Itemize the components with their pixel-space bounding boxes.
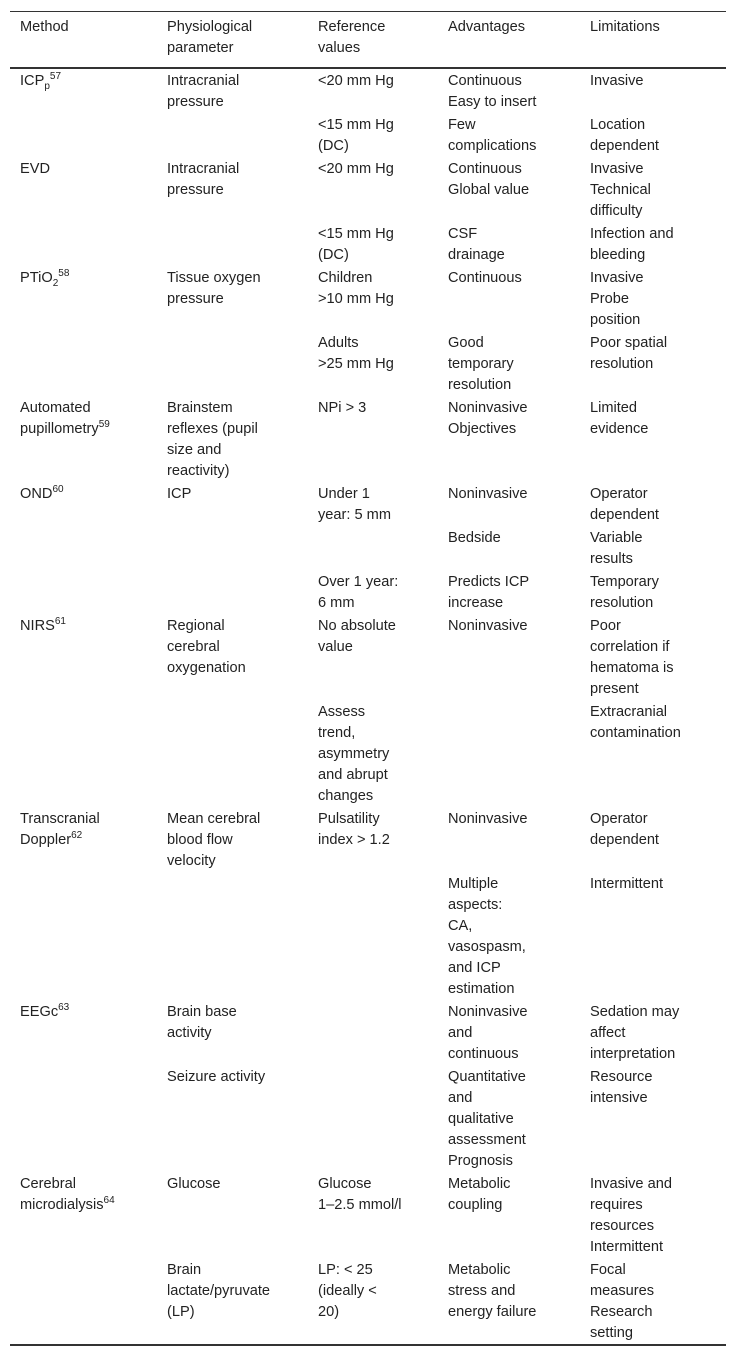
adv-line: Continuous [448, 73, 522, 89]
lim-line: Focal [590, 1262, 626, 1278]
header-reference-values [308, 12, 438, 69]
cell-reference-values [308, 614, 438, 700]
header-method: Method [20, 19, 69, 35]
lim-line: Poor spatial [590, 335, 668, 351]
cell-advantages [438, 570, 580, 614]
cell-limitations [580, 222, 726, 266]
ref-line: Assess [318, 704, 366, 720]
param-line: pressure [167, 182, 224, 198]
cell-limitations [580, 1065, 726, 1172]
method-line: EEGc$^{63}$ [20, 1002, 70, 1020]
cell-method [10, 482, 157, 526]
ref-line: asymmetry [318, 746, 390, 762]
reference-number: 57 [49, 71, 62, 83]
cell-advantages [438, 807, 580, 872]
method-line: Automated [20, 400, 91, 416]
lim-line: Invasive [590, 270, 644, 286]
cell-limitations [580, 872, 726, 1000]
lim-line: Research [590, 1304, 653, 1320]
adv-line: assessment [448, 1132, 526, 1148]
cell-limitations [580, 331, 726, 396]
param-line: ICP [167, 486, 192, 502]
method-line: pupillometry$^{59}$ [20, 419, 110, 437]
ref-line: and abrupt [318, 767, 388, 783]
cell-physiological-parameter [157, 157, 308, 222]
cell-advantages [438, 482, 580, 526]
method-line: Cerebral [20, 1176, 76, 1192]
adv-line: qualitative [448, 1111, 514, 1127]
table-row [10, 872, 726, 1000]
lim-line: dependent [590, 507, 659, 523]
lim-line: contamination [590, 725, 681, 741]
adv-line: vasospasm, [448, 939, 526, 955]
cell-reference-values [308, 1000, 438, 1065]
table-row [10, 1065, 726, 1172]
param-line: (LP) [167, 1304, 195, 1320]
reference-number: 59 [98, 419, 110, 431]
lim-line: Invasive [590, 161, 644, 177]
cell-limitations [580, 396, 726, 482]
cell-limitations [580, 68, 726, 113]
lim-line: Intermittent [590, 1239, 663, 1255]
cell-limitations [580, 1172, 726, 1258]
cell-method [10, 1000, 157, 1065]
header-ref-line: values [318, 40, 361, 56]
method-line: $ICP_p^{57}$ [20, 71, 62, 92]
param-line: Brain [167, 1262, 202, 1278]
lim-line: dependent [590, 832, 659, 848]
lim-line: Extracranial [590, 704, 668, 720]
lim-line: affect [590, 1025, 626, 1041]
param-line: Intracranial [167, 73, 240, 89]
adv-line: drainage [448, 247, 505, 263]
ref-line: index > 1.2 [318, 832, 390, 848]
table-row [10, 614, 726, 700]
method-line: Doppler$^{62}$ [20, 830, 83, 848]
cell-advantages [438, 614, 580, 700]
method-line: microdialysis$^{64}$ [20, 1195, 115, 1213]
adv-line: Noninvasive [448, 400, 528, 416]
table-row [10, 570, 726, 614]
cell-reference-values [308, 1258, 438, 1345]
table-body [10, 68, 726, 1345]
reference-number: 64 [103, 1195, 115, 1207]
cell-physiological-parameter [157, 526, 308, 570]
table-row [10, 113, 726, 157]
lim-line: Variable [590, 530, 643, 546]
cell-advantages [438, 872, 580, 1000]
ref-line: (DC) [318, 138, 349, 154]
cell-method [10, 526, 157, 570]
adv-line: energy failure [448, 1304, 537, 1320]
param-line: pressure [167, 94, 224, 110]
table-row [10, 157, 726, 222]
ref-line: value [318, 639, 353, 655]
adv-line: Noninvasive [448, 1004, 528, 1020]
ref-line: changes [318, 788, 374, 804]
ref-line: <15 mm Hg [318, 226, 394, 242]
lim-line: results [590, 551, 633, 567]
lim-line: setting [590, 1325, 633, 1341]
adv-line: and ICP [448, 960, 501, 976]
lim-line: difficulty [590, 203, 643, 219]
cell-reference-values [308, 331, 438, 396]
param-line: activity [167, 1025, 212, 1041]
adv-line: Predicts ICP [448, 574, 530, 590]
method-line: EVD [20, 161, 51, 177]
cell-method [10, 614, 157, 700]
header-row [10, 12, 726, 69]
cell-physiological-parameter [157, 68, 308, 113]
cell-reference-values [308, 1065, 438, 1172]
cell-reference-values [308, 872, 438, 1000]
table-row [10, 1172, 726, 1258]
param-line: Intracranial [167, 161, 240, 177]
ref-line: <20 mm Hg [318, 161, 394, 177]
ref-line: Over 1 year: [318, 574, 399, 590]
cell-limitations [580, 1000, 726, 1065]
lim-line: Invasive and [590, 1176, 672, 1192]
param-line: pressure [167, 291, 224, 307]
adv-line: Prognosis [448, 1153, 513, 1169]
lim-line: Location [590, 117, 646, 133]
reference-number: 61 [54, 616, 66, 628]
adv-line: Global value [448, 182, 530, 198]
ref-line: >25 mm Hg [318, 356, 394, 372]
adv-line: Metabolic [448, 1176, 511, 1192]
cell-reference-values [308, 157, 438, 222]
ref-line: trend, [318, 725, 356, 741]
adv-line: Metabolic [448, 1262, 511, 1278]
cell-limitations [580, 157, 726, 222]
reference-number: 58 [58, 268, 70, 280]
table-row [10, 700, 726, 807]
cell-physiological-parameter [157, 614, 308, 700]
cell-reference-values [308, 68, 438, 113]
adv-line: resolution [448, 377, 512, 393]
lim-line: Temporary [590, 574, 659, 590]
adv-line: Noninvasive [448, 618, 528, 634]
cell-advantages [438, 1000, 580, 1065]
lim-line: Probe [590, 291, 629, 307]
cell-reference-values [308, 807, 438, 872]
cell-advantages [438, 157, 580, 222]
lim-line: Limited [590, 400, 638, 416]
cell-method [10, 1065, 157, 1172]
lim-line: Infection and [590, 226, 674, 242]
adv-line: Good [448, 335, 484, 351]
lim-line: Invasive [590, 73, 644, 89]
adv-line: Noninvasive [448, 811, 528, 827]
lim-line: resources [590, 1218, 655, 1234]
table-row [10, 807, 726, 872]
cell-limitations [580, 1258, 726, 1345]
adv-line: Quantitative [448, 1069, 526, 1085]
ref-line: LP: < 25 [318, 1262, 373, 1278]
adv-line: coupling [448, 1197, 503, 1213]
cell-physiological-parameter [157, 807, 308, 872]
table-header [10, 12, 726, 69]
param-line: cerebral [167, 639, 220, 655]
adv-line: estimation [448, 981, 515, 997]
ref-line: Adults [318, 335, 359, 351]
lim-line: Sedation may [590, 1004, 680, 1020]
cell-method [10, 68, 157, 113]
table-row [10, 331, 726, 396]
monitoring-methods-table [10, 11, 726, 1346]
cell-method [10, 113, 157, 157]
ref-line: 6 mm [318, 595, 355, 611]
lim-line: dependent [590, 138, 659, 154]
adv-line: CA, [448, 918, 473, 934]
ref-line: Pulsatility [318, 811, 380, 827]
cell-limitations [580, 570, 726, 614]
cell-physiological-parameter [157, 396, 308, 482]
table-row [10, 1000, 726, 1065]
cell-method [10, 700, 157, 807]
cell-method [10, 1172, 157, 1258]
cell-method [10, 331, 157, 396]
lim-line: present [590, 681, 639, 697]
cell-method [10, 570, 157, 614]
cell-limitations [580, 526, 726, 570]
cell-advantages [438, 222, 580, 266]
cell-limitations [580, 700, 726, 807]
lim-line: position [590, 312, 641, 328]
adv-line: Few [448, 117, 476, 133]
header-param-line: Physiological [167, 19, 253, 35]
param-line: reactivity) [167, 463, 230, 479]
reference-number: 63 [58, 1002, 70, 1014]
cell-reference-values [308, 222, 438, 266]
adv-line: and [448, 1090, 473, 1106]
table-row [10, 68, 726, 113]
param-line: Brain base [167, 1004, 237, 1020]
adv-line: CSF [448, 226, 478, 242]
cell-method [10, 157, 157, 222]
cell-physiological-parameter [157, 113, 308, 157]
lim-line: measures [590, 1283, 655, 1299]
cell-reference-values [308, 396, 438, 482]
param-line: size and [167, 442, 222, 458]
header-physiological-parameter [157, 12, 308, 69]
adv-line: aspects: [448, 897, 503, 913]
ref-line: Glucose [318, 1176, 372, 1192]
method-subscript: 2 [52, 277, 59, 289]
cell-method [10, 872, 157, 1000]
cell-method [10, 266, 157, 331]
table-row [10, 396, 726, 482]
cell-physiological-parameter [157, 872, 308, 1000]
cell-physiological-parameter [157, 1258, 308, 1345]
method-subscript: p [44, 80, 50, 92]
method-line: NIRS$^{61}$ [20, 616, 66, 634]
cell-reference-values [308, 700, 438, 807]
cell-advantages [438, 266, 580, 331]
cell-method [10, 1258, 157, 1345]
param-line: Regional [167, 618, 225, 634]
cell-limitations [580, 807, 726, 872]
ref-line: 1–2.5 mmol/l [318, 1197, 402, 1213]
adv-line: Multiple [448, 876, 499, 892]
cell-physiological-parameter [157, 331, 308, 396]
lim-line: Resource [590, 1069, 653, 1085]
ref-line: <15 mm Hg [318, 117, 394, 133]
cell-physiological-parameter [157, 1172, 308, 1258]
lim-line: bleeding [590, 247, 646, 263]
cell-reference-values [308, 266, 438, 331]
ref-line: >10 mm Hg [318, 291, 394, 307]
reference-number: 60 [52, 484, 64, 496]
param-line: oxygenation [167, 660, 246, 676]
param-line: Mean cerebral [167, 811, 261, 827]
header-advantages: Advantages [448, 19, 526, 35]
cell-advantages [438, 700, 580, 807]
cell-reference-values [308, 113, 438, 157]
cell-reference-values [308, 1172, 438, 1258]
cell-reference-values [308, 482, 438, 526]
lim-line: resolution [590, 356, 654, 372]
lim-line: Intermittent [590, 876, 663, 892]
reference-number: 62 [71, 830, 83, 842]
lim-line: Operator [590, 486, 648, 502]
table-row [10, 222, 726, 266]
cell-physiological-parameter [157, 700, 308, 807]
header-limitations: Limitations [590, 19, 660, 35]
adv-line: temporary [448, 356, 514, 372]
cell-physiological-parameter [157, 266, 308, 331]
adv-line: complications [448, 138, 537, 154]
ref-line: Under 1 [318, 486, 370, 502]
ref-line: NPi > 3 [318, 400, 367, 416]
cell-reference-values [308, 526, 438, 570]
adv-line: and [448, 1025, 473, 1041]
ref-line: year: 5 mm [318, 507, 391, 523]
lim-line: evidence [590, 421, 649, 437]
lim-line: hematoma is [590, 660, 674, 676]
ref-line: (ideally < [318, 1283, 377, 1299]
lim-line: correlation if [590, 639, 670, 655]
ref-line: 20) [318, 1304, 340, 1320]
param-line: reflexes (pupil [167, 421, 258, 437]
lim-line: Operator [590, 811, 648, 827]
lim-line: Poor [590, 618, 621, 634]
cell-method [10, 396, 157, 482]
adv-line: Continuous [448, 270, 522, 286]
param-line: lactate/pyruvate [167, 1283, 271, 1299]
param-line: Brainstem [167, 400, 233, 416]
param-line: Seizure activity [167, 1069, 266, 1085]
cell-limitations [580, 614, 726, 700]
param-line: Tissue oxygen [167, 270, 261, 286]
adv-line: Continuous [448, 161, 522, 177]
method-line: OND$^{60}$ [20, 484, 64, 502]
adv-line: Bedside [448, 530, 501, 546]
adv-line: Objectives [448, 421, 517, 437]
cell-advantages [438, 331, 580, 396]
table-row [10, 266, 726, 331]
adv-line: stress and [448, 1283, 516, 1299]
param-line: Glucose [167, 1176, 221, 1192]
lim-line: interpretation [590, 1046, 676, 1062]
lim-line: resolution [590, 595, 654, 611]
lim-line: intensive [590, 1090, 648, 1106]
cell-advantages [438, 113, 580, 157]
ref-line: Children [318, 270, 373, 286]
ref-line: No absolute [318, 618, 396, 634]
cell-advantages [438, 526, 580, 570]
cell-limitations [580, 482, 726, 526]
cell-method [10, 222, 157, 266]
cell-physiological-parameter [157, 570, 308, 614]
adv-line: continuous [448, 1046, 519, 1062]
param-line: blood flow [167, 832, 233, 848]
cell-reference-values [308, 570, 438, 614]
adv-line: Noninvasive [448, 486, 528, 502]
method-line: PTiO$_2^{58}$ [20, 268, 70, 289]
cell-limitations [580, 113, 726, 157]
param-line: velocity [167, 853, 216, 869]
table-row [10, 526, 726, 570]
adv-line: increase [448, 595, 504, 611]
cell-advantages [438, 1172, 580, 1258]
table-row [10, 1258, 726, 1345]
lim-line: requires [590, 1197, 643, 1213]
header-ref-line: Reference [318, 19, 386, 35]
table-row [10, 482, 726, 526]
cell-physiological-parameter [157, 222, 308, 266]
cell-physiological-parameter [157, 1065, 308, 1172]
cell-advantages [438, 1065, 580, 1172]
header-param-line: parameter [167, 40, 234, 56]
cell-advantages [438, 68, 580, 113]
cell-limitations [580, 266, 726, 331]
adv-line: Easy to insert [448, 94, 537, 110]
ref-line: <20 mm Hg [318, 73, 394, 89]
ref-line: (DC) [318, 247, 349, 263]
cell-physiological-parameter [157, 1000, 308, 1065]
cell-method [10, 807, 157, 872]
method-line: Transcranial [20, 811, 100, 827]
cell-advantages [438, 1258, 580, 1345]
lim-line: Technical [590, 182, 651, 198]
cell-advantages [438, 396, 580, 482]
cell-physiological-parameter [157, 482, 308, 526]
